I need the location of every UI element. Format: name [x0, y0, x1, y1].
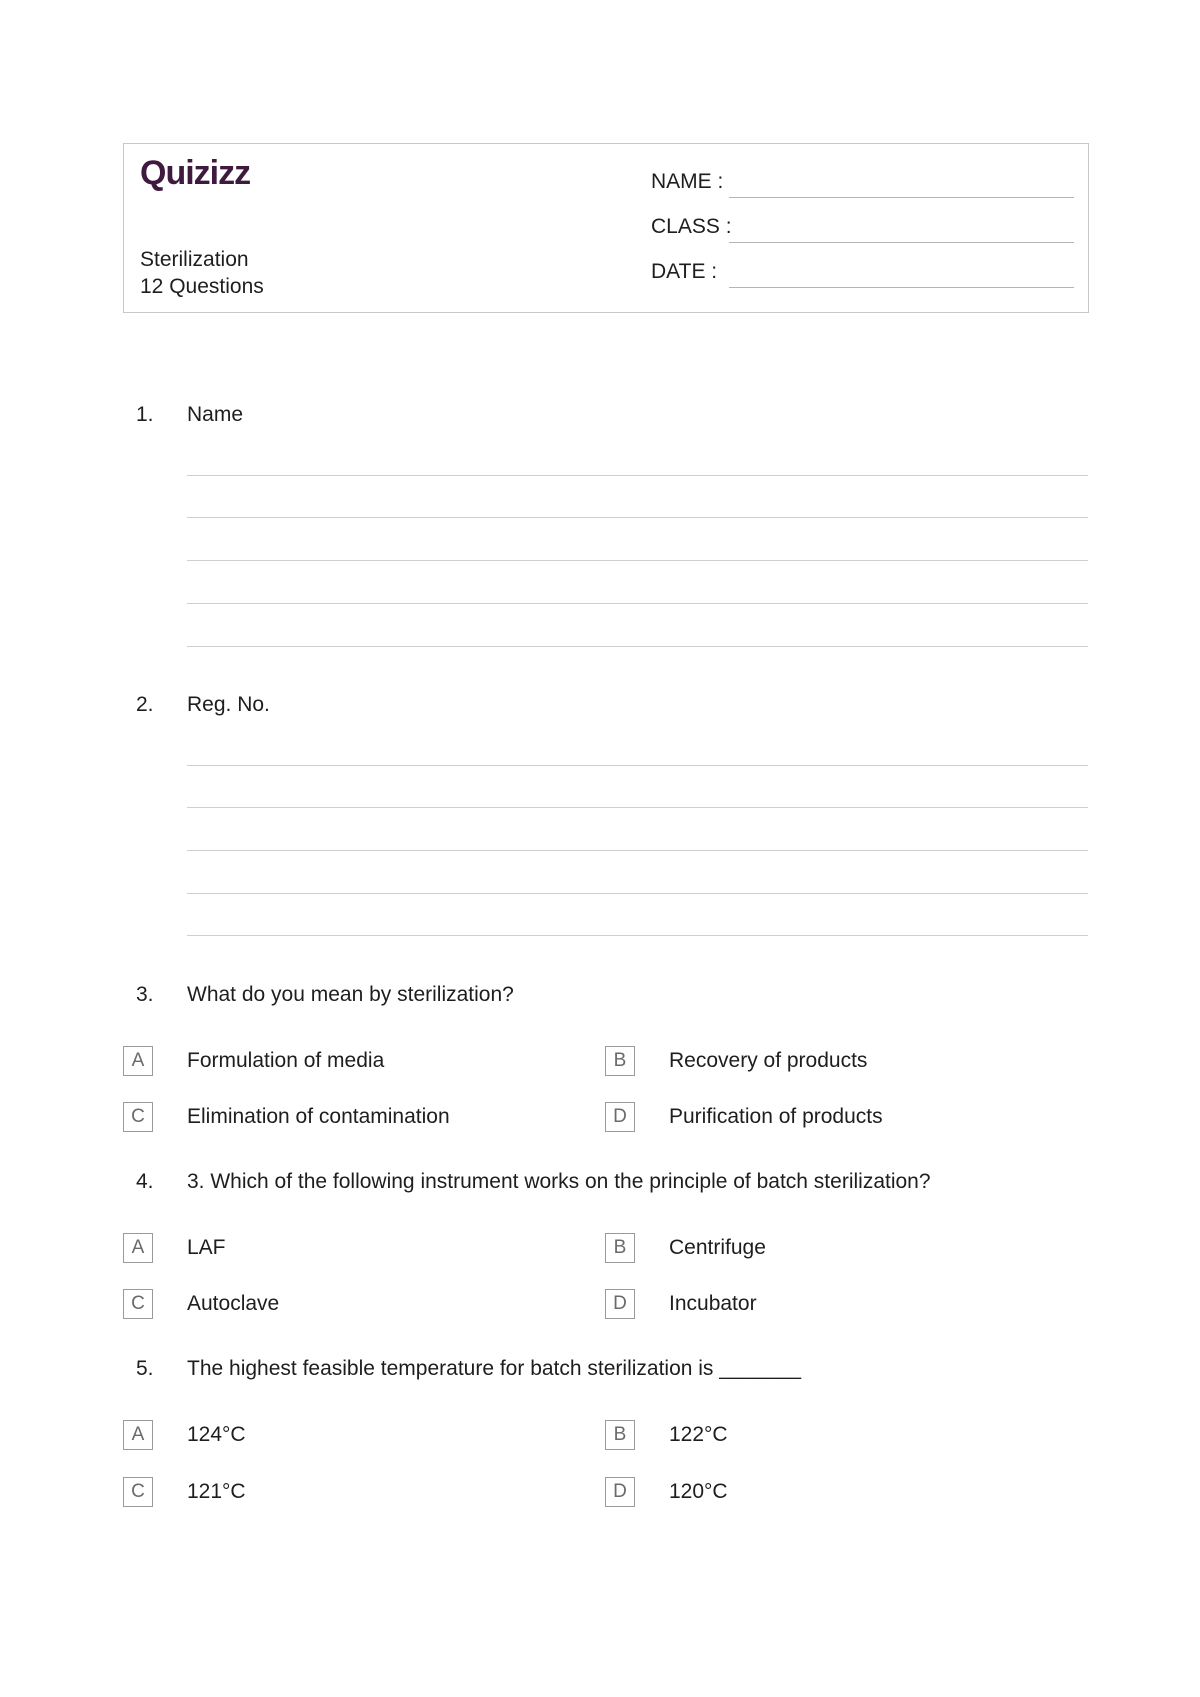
option-c-box[interactable]: C: [123, 1102, 153, 1132]
option-b-text: Centrifuge: [669, 1236, 766, 1259]
option-a-text: Formulation of media: [187, 1049, 385, 1072]
option-a-box[interactable]: A: [123, 1046, 153, 1076]
option-d-box[interactable]: D: [605, 1289, 635, 1319]
option-c-text: Autoclave: [187, 1292, 280, 1315]
question-text: Reg. No.: [187, 693, 270, 716]
worksheet-header: [123, 143, 1089, 313]
question-text: 3. Which of the following instrument works on the principle of batch sterilization?: [187, 1170, 931, 1193]
answer-line: [187, 517, 1088, 518]
answer-line: [187, 765, 1088, 766]
quiz-info: [140, 246, 264, 300]
option-c-box[interactable]: C: [123, 1289, 153, 1319]
question-number: 5.: [136, 1357, 154, 1380]
question-text: Name: [187, 403, 244, 426]
option-b-text: 122°C: [669, 1423, 728, 1446]
option-a-text: LAF: [187, 1236, 226, 1259]
class-field[interactable]: [729, 242, 1074, 243]
option-a-text: 124°C: [187, 1423, 246, 1446]
answer-line: [187, 603, 1088, 604]
quizizz-logo: [140, 154, 250, 193]
option-b-box[interactable]: B: [605, 1233, 635, 1263]
quiz-title: Sterilization: [140, 248, 249, 271]
answer-line: [187, 807, 1088, 808]
option-d-text: Incubator: [669, 1292, 757, 1315]
date-label: DATE :: [651, 260, 718, 283]
answer-line: [187, 560, 1088, 561]
name-field[interactable]: [729, 197, 1074, 198]
option-a-box[interactable]: A: [123, 1420, 153, 1450]
option-d-text: Purification of products: [669, 1105, 883, 1128]
question-count: 12 Questions: [140, 275, 264, 298]
option-c-box[interactable]: C: [123, 1477, 153, 1507]
question-text: The highest feasible temperature for batch sterilization is _______: [187, 1357, 802, 1380]
option-b-box[interactable]: B: [605, 1420, 635, 1450]
question-number: 2.: [136, 693, 154, 716]
answer-line: [187, 850, 1088, 851]
option-c-text: Elimination of contamination: [187, 1105, 450, 1128]
question-number: 1.: [136, 403, 154, 426]
answer-line: [187, 646, 1088, 647]
class-label: CLASS :: [651, 215, 732, 238]
option-d-box[interactable]: D: [605, 1102, 635, 1132]
name-label: NAME :: [651, 170, 724, 193]
option-b-box[interactable]: B: [605, 1046, 635, 1076]
answer-line: [187, 935, 1088, 936]
logo-text: Quizizz: [140, 154, 251, 192]
option-b-text: Recovery of products: [669, 1049, 868, 1072]
option-d-text: 120°C: [669, 1480, 728, 1503]
question-number: 3.: [136, 983, 154, 1006]
date-field[interactable]: [729, 287, 1074, 288]
option-c-text: 121°C: [187, 1480, 246, 1503]
question-number: 4.: [136, 1170, 154, 1193]
question-text: What do you mean by sterilization?: [187, 983, 514, 1006]
option-d-box[interactable]: D: [605, 1477, 635, 1507]
answer-line: [187, 475, 1088, 476]
answer-line: [187, 893, 1088, 894]
option-a-box[interactable]: A: [123, 1233, 153, 1263]
